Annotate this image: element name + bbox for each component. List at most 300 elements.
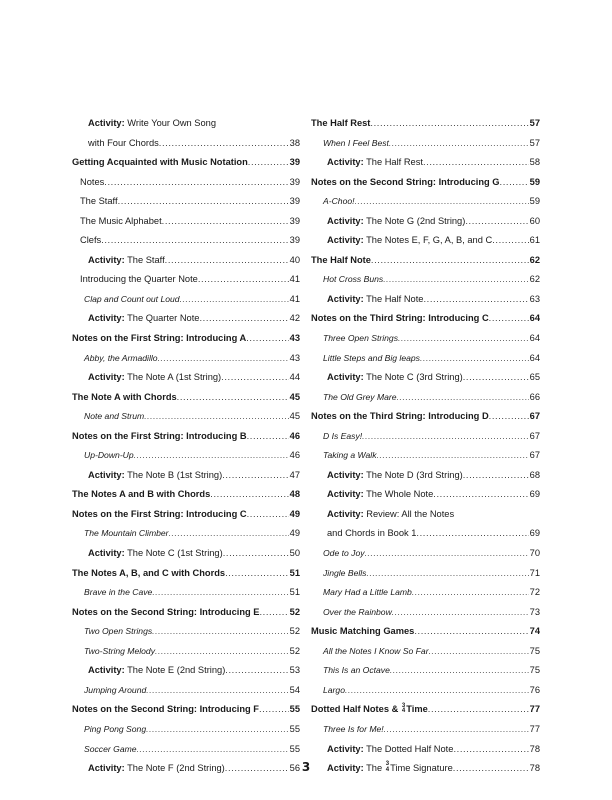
dot-leader — [144, 407, 288, 427]
toc-entry-title — [327, 485, 433, 505]
toc-song[interactable] — [72, 681, 300, 701]
toc-page-number: 42 — [289, 313, 300, 324]
toc-entry-text: Notes on the First String: Introducing A — [72, 333, 247, 344]
toc-entry-title — [327, 505, 454, 525]
toc-entry-text: Jingle Bells — [323, 567, 367, 578]
toc-topic[interactable] — [72, 270, 300, 290]
toc-section[interactable] — [72, 603, 300, 623]
toc-activity[interactable] — [311, 231, 540, 251]
dot-leader — [489, 407, 529, 427]
toc-entry-text: The Note A (1st String) — [127, 372, 222, 383]
toc-entry-text: Introducing the Quarter Note — [80, 274, 198, 285]
dot-leader — [210, 485, 288, 505]
toc-page-number: 47 — [289, 469, 300, 480]
activity-label: Activity: — [88, 469, 125, 480]
toc-entry-text: When I Feel Best — [323, 137, 389, 148]
toc-activity[interactable] — [72, 466, 300, 486]
toc-entry-text: Notes on the Second String: Introducing G — [311, 176, 500, 187]
dot-leader — [158, 349, 289, 369]
toc-entry-title — [84, 720, 146, 740]
toc-section[interactable] — [72, 329, 300, 349]
activity-label: Activity: — [327, 293, 364, 304]
toc-entry-text: Getting Acquainted with Music Notation — [72, 157, 248, 168]
toc-entry-title — [323, 388, 397, 408]
dot-leader — [392, 603, 529, 623]
toc-section[interactable] — [311, 309, 540, 329]
toc-entry-text: This Is an Octave — [323, 665, 390, 676]
toc-section[interactable] — [72, 388, 300, 408]
toc-activity[interactable] — [72, 114, 300, 134]
dot-leader — [416, 524, 528, 544]
toc-entry-text: All the Notes I Know So Far — [323, 645, 429, 656]
toc-page-number: 68 — [529, 469, 540, 480]
dot-leader — [433, 485, 528, 505]
toc-entry-title — [327, 524, 416, 544]
activity-label: Activity: — [88, 372, 125, 383]
toc-entry-text: The Staff — [127, 254, 165, 265]
dot-leader — [463, 466, 529, 486]
toc-page-number: 43 — [289, 333, 300, 344]
toc-entry-title — [84, 740, 137, 760]
toc-entry-text: The Whole Note — [366, 489, 434, 500]
toc-song[interactable] — [72, 290, 300, 310]
dot-leader — [345, 681, 529, 701]
toc-entry-title — [323, 446, 377, 466]
toc-activity[interactable] — [311, 153, 540, 173]
toc-song[interactable] — [72, 524, 300, 544]
activity-label: Activity: — [327, 157, 364, 168]
dot-leader — [104, 173, 288, 193]
toc-entry-title — [88, 368, 221, 388]
toc-entry-title — [323, 642, 429, 662]
toc-entry-title — [311, 309, 489, 329]
toc-entry-text: The Half Note — [311, 254, 371, 265]
toc-entry-title — [323, 583, 412, 603]
toc-entry-text: The Half Rest — [366, 157, 423, 168]
toc-entry-text: The Notes E, F, G, A, B, and C — [366, 235, 493, 246]
dot-leader — [384, 720, 529, 740]
toc-entry-text: Notes on the First String: Introducing C — [72, 508, 247, 519]
toc-entry-title — [72, 505, 247, 525]
toc-song[interactable] — [311, 446, 540, 466]
toc-song[interactable] — [311, 681, 540, 701]
dot-leader — [146, 720, 289, 740]
toc-section[interactable] — [72, 153, 300, 173]
toc-entry-title — [80, 212, 162, 232]
toc-entry-title — [323, 720, 384, 740]
toc-section[interactable] — [72, 564, 300, 584]
toc-page-number: 45 — [289, 411, 300, 422]
dot-leader — [453, 740, 528, 760]
toc-entry-text: Clefs — [80, 235, 102, 246]
activity-label: Activity: — [88, 548, 125, 559]
toc-entry-text: D Is Easy! — [323, 430, 363, 441]
toc-entry-text: The Notes A, B, and C with Chords — [72, 567, 226, 578]
dot-leader — [198, 270, 289, 290]
toc-continuation[interactable] — [311, 524, 540, 544]
toc-entry-text: The Dotted Half Note — [366, 743, 454, 754]
toc-section[interactable] — [72, 485, 300, 505]
toc-section[interactable] — [311, 622, 540, 642]
dot-leader — [423, 290, 528, 310]
toc-page-number: 40 — [289, 254, 300, 265]
dot-leader — [177, 388, 289, 408]
toc-page-number: 74 — [529, 626, 540, 637]
toc-entry-text: Notes on the Third String: Introducing C — [311, 313, 489, 324]
toc-entry-title — [88, 661, 225, 681]
dot-leader — [414, 622, 528, 642]
toc-entry-text: The Note C (1st String) — [127, 548, 223, 559]
toc-page-number: 75 — [529, 665, 540, 676]
toc-page-number: 62 — [529, 254, 540, 265]
toc-song[interactable] — [72, 720, 300, 740]
toc-song[interactable] — [72, 349, 300, 369]
toc-entry-suffix: Time — [406, 704, 428, 715]
activity-label: Activity: — [88, 118, 125, 128]
activity-label: Activity: — [88, 665, 125, 676]
toc-song[interactable] — [311, 134, 540, 154]
dot-leader — [225, 661, 288, 681]
toc-page-number: 48 — [289, 489, 300, 500]
dot-leader — [420, 349, 529, 369]
toc-page-number: 39 — [289, 157, 300, 168]
toc-song[interactable] — [311, 603, 540, 623]
toc-entry-title — [84, 407, 144, 427]
toc-topic[interactable] — [72, 231, 300, 251]
toc-page-number: 52 — [289, 626, 300, 637]
toc-entry-title — [327, 153, 423, 173]
toc-page-number: 70 — [529, 548, 540, 559]
toc-activity[interactable] — [311, 466, 540, 486]
toc-page-number: 64 — [529, 313, 540, 324]
time-signature — [402, 704, 405, 715]
toc-entry-text: Ping Pong Song — [84, 723, 147, 734]
toc-page-number: 39 — [289, 176, 300, 187]
toc-entry-title — [88, 466, 222, 486]
dot-leader — [365, 544, 529, 564]
toc-entry-title — [84, 290, 180, 310]
toc-entry-text: Little Steps and Big leaps — [323, 352, 420, 363]
toc-entry-title — [323, 564, 366, 584]
toc-activity[interactable] — [72, 251, 300, 271]
toc-entry-text: Review: All the Notes — [366, 508, 455, 519]
activity-label: Activity: — [327, 763, 364, 774]
dot-leader — [199, 309, 288, 329]
toc-page-number: 39 — [289, 196, 300, 207]
toc-entry-title — [88, 544, 223, 564]
toc-entry-text: The Half Note — [366, 293, 424, 304]
toc-entry-title — [88, 134, 159, 154]
toc-song[interactable] — [311, 427, 540, 447]
toc-page-number: 60 — [529, 215, 540, 226]
toc-activity[interactable] — [311, 212, 540, 232]
dot-leader — [429, 642, 529, 662]
toc-section[interactable] — [311, 407, 540, 427]
toc-section[interactable] — [311, 700, 540, 720]
dot-leader — [162, 212, 289, 232]
toc-entry-title — [84, 583, 152, 603]
toc-entry-title — [323, 661, 390, 681]
toc-song[interactable] — [311, 720, 540, 740]
time-signature-top: 3 — [385, 761, 390, 768]
activity-label: Activity: — [327, 743, 364, 754]
toc-page-number: 67 — [529, 411, 540, 422]
dot-leader — [355, 192, 529, 212]
toc-page-number: 52 — [289, 606, 300, 617]
toc-entry-text: The Note E (2nd String) — [127, 665, 226, 676]
toc-topic[interactable] — [72, 173, 300, 193]
toc-entry-text: Largo — [323, 684, 345, 695]
toc-section[interactable] — [311, 251, 540, 271]
toc-entry-title — [80, 231, 101, 251]
toc-entry-text: The Mountain Climber — [84, 528, 169, 539]
toc-entry-title — [72, 427, 247, 447]
dot-leader — [260, 603, 289, 623]
toc-page-number: 77 — [529, 723, 540, 734]
dot-leader — [118, 192, 289, 212]
toc-song[interactable] — [311, 192, 540, 212]
toc-entry-title — [327, 212, 465, 232]
toc-entry-title — [311, 251, 371, 271]
toc-song[interactable] — [311, 661, 540, 681]
toc-entry-title — [323, 349, 420, 369]
toc-entry-title — [323, 329, 398, 349]
toc-activity[interactable] — [311, 485, 540, 505]
toc-entry-text: with Four Chords — [88, 137, 159, 148]
activity-label: Activity: — [88, 763, 125, 774]
toc-section[interactable] — [311, 114, 540, 134]
toc-entry-title — [311, 700, 428, 720]
toc-entry-title — [88, 251, 165, 271]
dot-leader — [465, 212, 528, 232]
toc-entry-title — [80, 270, 198, 290]
toc-song[interactable] — [72, 446, 300, 466]
dot-leader — [225, 564, 289, 584]
toc-page-number: 73 — [529, 606, 540, 617]
toc-topic[interactable] — [72, 192, 300, 212]
toc-song[interactable] — [72, 583, 300, 603]
toc-song[interactable] — [311, 270, 540, 290]
toc-entry-title — [327, 466, 463, 486]
toc-entry-text: Over the Rainbow — [323, 606, 392, 617]
toc-section[interactable] — [311, 173, 540, 193]
toc-page-number: 63 — [529, 293, 540, 304]
toc-song[interactable] — [311, 544, 540, 564]
toc-entry-title — [323, 192, 355, 212]
dot-leader — [370, 114, 528, 134]
toc-section[interactable] — [72, 505, 300, 525]
toc-page-number: 64 — [529, 352, 540, 363]
toc-page-number: 41 — [289, 274, 300, 285]
dot-leader — [259, 700, 289, 720]
toc-entry-title — [311, 622, 414, 642]
dot-leader — [223, 544, 289, 564]
toc-entry-title — [88, 309, 199, 329]
toc-activity[interactable] — [311, 290, 540, 310]
toc-entry-text: Notes on the Second String: Introducing F — [72, 704, 259, 715]
toc-entry-text: The Half Rest — [311, 118, 371, 128]
dot-leader — [101, 231, 288, 251]
toc-entry-text: Music Matching Games — [311, 626, 415, 637]
dot-leader — [152, 583, 288, 603]
toc-activity[interactable] — [311, 368, 540, 388]
toc-song[interactable] — [311, 564, 540, 584]
dot-leader — [248, 153, 289, 173]
toc-page-number: 65 — [529, 372, 540, 383]
dot-leader — [222, 466, 288, 486]
dot-leader — [500, 173, 529, 193]
toc-entry-title — [84, 642, 155, 662]
activity-label: Activity: — [327, 508, 364, 519]
toc-entry-title — [72, 388, 177, 408]
dot-leader — [423, 153, 529, 173]
toc-entry-text: Soccer Game — [84, 743, 137, 754]
toc-entry-text: A-Choo! — [323, 196, 355, 207]
toc-page-number: 50 — [289, 548, 300, 559]
toc-song[interactable] — [72, 407, 300, 427]
toc-entry-text: The Old Grey Mare — [323, 391, 397, 402]
toc-entry-title — [323, 544, 365, 564]
toc-entry-text: The Note A with Chords — [72, 391, 177, 402]
toc-song[interactable] — [311, 388, 540, 408]
toc-entry-title — [311, 114, 370, 134]
dot-leader — [152, 622, 289, 642]
toc-entry-text: and Chords in Book 1 — [327, 528, 417, 539]
toc-entry-title — [311, 407, 489, 427]
toc-page-number: 45 — [289, 391, 300, 402]
toc-entry-title — [323, 603, 392, 623]
toc-entry-title — [327, 231, 492, 251]
toc-section[interactable] — [72, 700, 300, 720]
toc-entry-text: The — [366, 763, 383, 774]
toc-page-number: 49 — [289, 508, 300, 519]
toc-entry-title — [72, 700, 259, 720]
toc-activity[interactable] — [311, 505, 540, 525]
toc-column-right — [311, 114, 540, 779]
toc-entry-suffix: Time Signature — [390, 763, 453, 774]
toc-entry-text: Notes on the Third String: Introducing D — [311, 411, 489, 422]
toc-page-number: 75 — [529, 645, 540, 656]
toc-entry-text: The Staff — [80, 196, 118, 207]
toc-page-number: 67 — [529, 430, 540, 441]
dot-leader — [246, 329, 288, 349]
toc-entry-title — [72, 564, 225, 584]
toc-page-number: 57 — [529, 118, 540, 128]
toc-entry-text: Three Open Strings — [323, 333, 398, 344]
toc-page-number: 43 — [289, 352, 300, 363]
toc-song[interactable] — [72, 740, 300, 760]
toc-page-number: 59 — [529, 196, 540, 207]
toc-entry-title — [88, 114, 216, 134]
toc-page-number: 44 — [289, 372, 300, 383]
toc-entry-text: Three Is for Me! — [323, 723, 384, 734]
activity-label: Activity: — [88, 313, 125, 324]
toc-activity[interactable] — [72, 544, 300, 564]
toc-page-number: 76 — [529, 684, 540, 695]
toc-song[interactable] — [311, 349, 540, 369]
toc-entry-title — [72, 153, 248, 173]
toc-entry-title — [72, 485, 210, 505]
toc-entry-text: Hot Cross Buns — [323, 274, 384, 285]
dot-leader — [366, 564, 528, 584]
toc-page-number: 77 — [529, 704, 540, 715]
toc-song[interactable] — [72, 642, 300, 662]
toc-entry-title — [311, 173, 500, 193]
dot-leader — [383, 270, 528, 290]
toc-page-number: 46 — [289, 430, 300, 441]
toc-page-number: 38 — [289, 137, 300, 148]
toc-song[interactable] — [311, 329, 540, 349]
time-signature-bottom: 4 — [385, 766, 390, 773]
toc-column-left — [72, 114, 300, 779]
toc-entry-title — [323, 681, 345, 701]
toc-entry-text: Up-Down-Up — [84, 450, 134, 461]
toc-song[interactable] — [311, 642, 540, 662]
activity-label: Activity: — [88, 254, 125, 265]
toc-activity[interactable] — [72, 661, 300, 681]
toc-song[interactable] — [72, 622, 300, 642]
toc-entry-title — [323, 134, 389, 154]
dot-leader — [221, 368, 289, 388]
toc-entry-text: The Note F (2nd String) — [127, 763, 225, 774]
toc-entry-title — [84, 622, 152, 642]
toc-page-number: 59 — [529, 176, 540, 187]
toc-entry-text: Mary Had a Little Lamb — [323, 587, 412, 598]
time-signature-top: 3 — [401, 702, 406, 709]
page-number: 3 — [301, 760, 311, 774]
time-signature-bottom: 4 — [401, 707, 406, 714]
toc-entry-title — [72, 329, 246, 349]
toc-continuation[interactable] — [72, 134, 300, 154]
dot-leader — [247, 505, 289, 525]
toc-page-number: 78 — [529, 763, 540, 774]
toc-page-number: 56 — [289, 763, 300, 774]
toc-page-number: 72 — [529, 587, 540, 598]
dot-leader — [134, 446, 289, 466]
toc-entry-text: Brave in the Cave — [84, 587, 153, 598]
toc-entry-title — [327, 368, 463, 388]
toc-entry-title — [84, 681, 146, 701]
toc-section[interactable] — [72, 427, 300, 447]
dot-leader — [247, 427, 289, 447]
toc-entry-title — [84, 446, 134, 466]
toc-page-number: 62 — [529, 274, 540, 285]
toc-entry-title — [72, 603, 260, 623]
toc-song[interactable] — [311, 583, 540, 603]
toc-page-number: 57 — [529, 137, 540, 148]
toc-topic[interactable] — [72, 212, 300, 232]
toc-entry-text: Write Your Own Song — [127, 118, 216, 128]
toc-activity[interactable] — [72, 309, 300, 329]
toc-entry-text: Abby, the Armadillo — [84, 352, 158, 363]
toc-page-number: 54 — [289, 684, 300, 695]
toc-activity[interactable] — [311, 740, 540, 760]
toc-page-number: 58 — [529, 157, 540, 168]
toc-entry-text: Note and Strum — [84, 411, 145, 422]
toc-entry-title — [327, 740, 453, 760]
toc-entry-text: The Note G (2nd String) — [366, 215, 466, 226]
activity-label: Activity: — [327, 372, 364, 383]
toc-page-number: 52 — [289, 645, 300, 656]
dot-leader — [146, 681, 288, 701]
toc-page-number: 78 — [529, 743, 540, 754]
toc-entry-text: Notes — [80, 176, 105, 187]
toc-activity[interactable] — [72, 368, 300, 388]
dot-leader — [371, 251, 529, 271]
dot-leader — [180, 290, 289, 310]
toc-page-number: 51 — [289, 567, 300, 578]
toc-page-number: 61 — [529, 235, 540, 246]
